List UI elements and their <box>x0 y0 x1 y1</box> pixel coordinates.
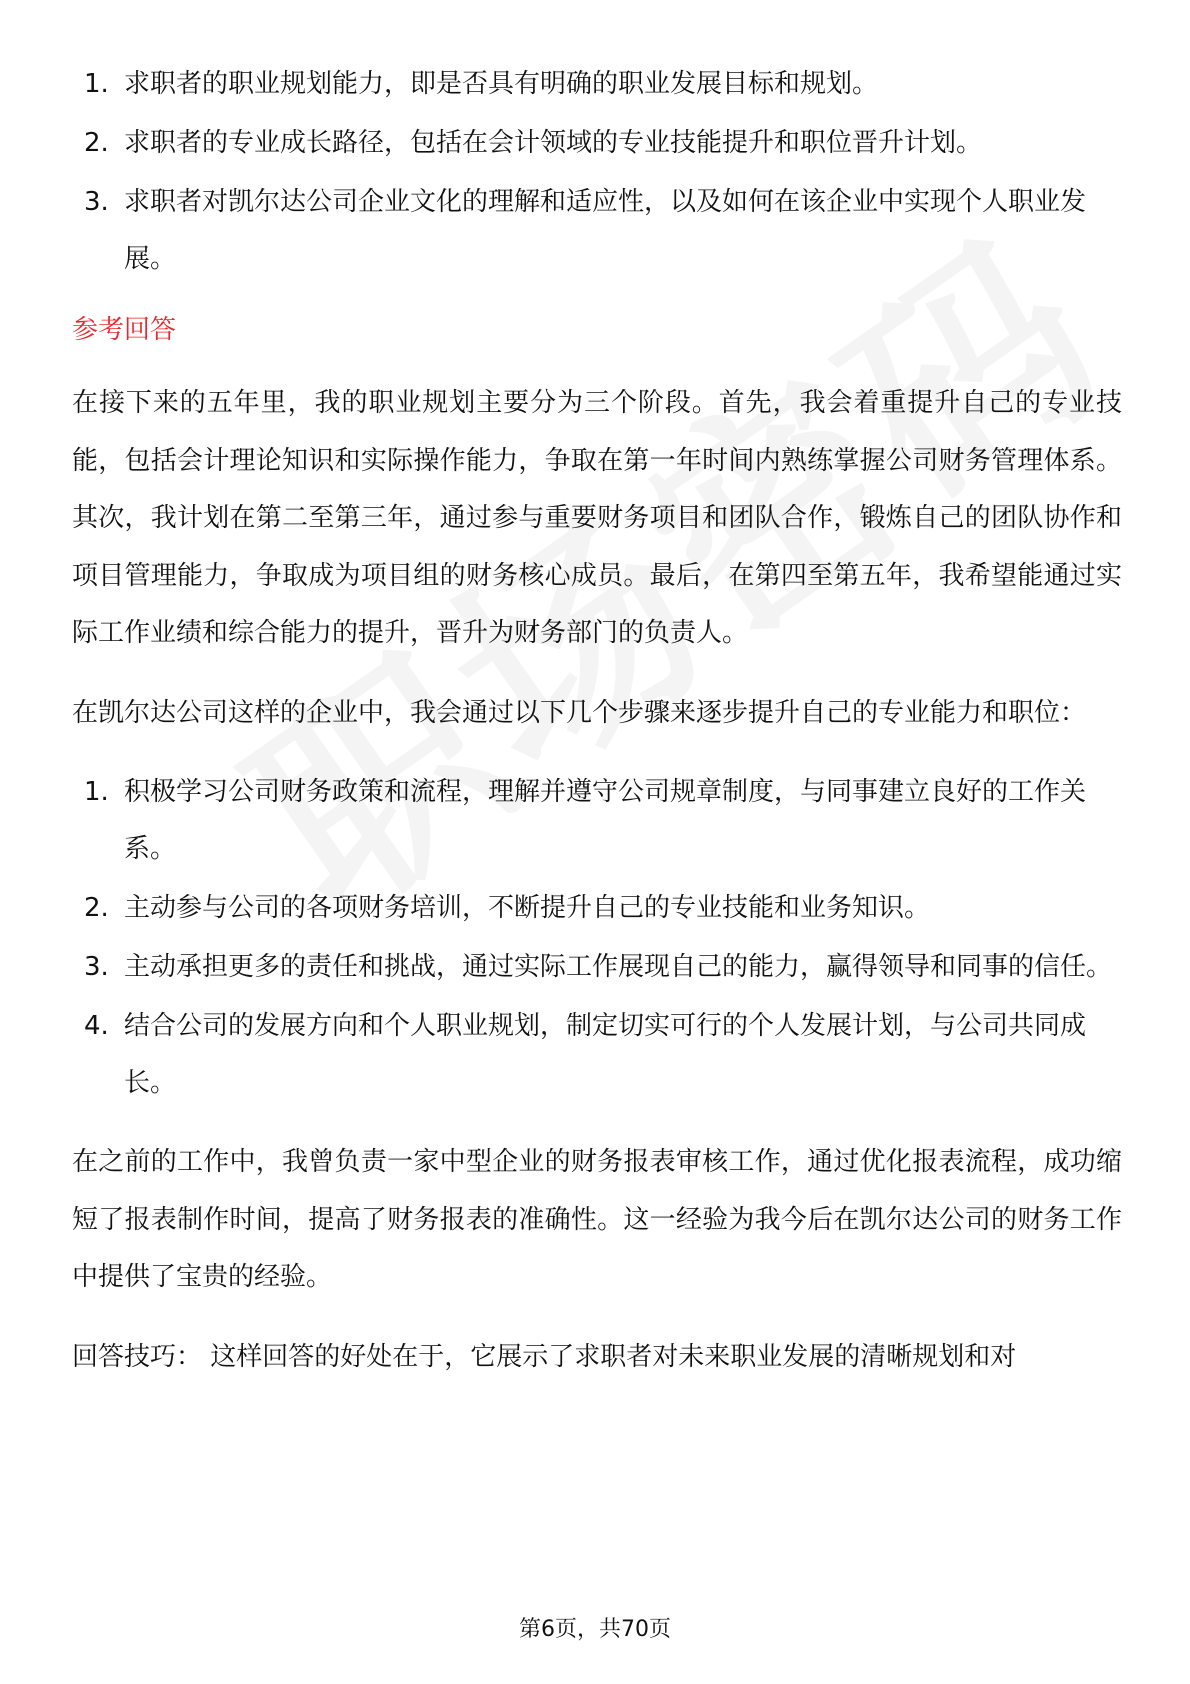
list-item-text: 结合公司的发展方向和个人职业规划，制定切实可行的个人发展计划，与公司共同成长。 <box>124 1011 1087 1098</box>
section-heading: 参考回答 <box>72 315 177 345</box>
list-item <box>72 880 1122 937</box>
list-item <box>72 56 1122 113</box>
list-item <box>72 998 1122 1112</box>
list-item-number: 2. <box>84 893 109 923</box>
list-item-number: 4. <box>84 1011 109 1041</box>
list-item-text: 主动承担更多的责任和挑战，通过实际工作展现自己的能力，赢得领导和同事的信任。 <box>124 952 1113 982</box>
criteria-list <box>72 56 1122 288</box>
paragraph-tips: 回答技巧： 这样回答的好处在于，它展示了求职者对未来职业发展的清晰规划和对 <box>72 1341 1017 1372</box>
list-item-text: 求职者的职业规划能力，即是否具有明确的职业发展目标和规划。 <box>124 69 879 99</box>
paragraph-experience: 在之前的工作中，我曾负责一家中型企业的财务报表审核工作，通过优化报表流程，成功缩短了报表制作时间，提高了财务报表的准确性。这一经验为我今后在凯尔达公司的财务工作中提供了宝贵的经验。 <box>72 1147 1122 1292</box>
steps-list <box>72 764 1122 1112</box>
list-item <box>72 174 1122 288</box>
list-item-number: 2. <box>84 128 109 158</box>
list-item-text: 求职者对凯尔达公司企业文化的理解和适应性，以及如何在该企业中实现个人职业发展。 <box>124 187 1087 274</box>
list-item-number: 3. <box>84 952 109 982</box>
page-number: 第6页，共70页 <box>519 1617 671 1642</box>
list-item-number: 1. <box>84 777 109 807</box>
list-item-number: 1. <box>84 69 109 99</box>
paragraph-steps-intro: 在凯尔达公司这样的企业中，我会通过以下几个步骤来逐步提升自己的专业能力和职位： <box>72 697 1087 728</box>
paragraph-plan: 在接下来的五年里，我的职业规划主要分为三个阶段。首先，我会着重提升自己的专业技能，包括会计理论知识和实际操作能力，争取在第一年时间内熟练掌握公司财务管理体系。其次，我计划在第二至第三年，通过参与重要财务项目和团队合作，锻炼自己的团队协作和项目管理能力，争取成为项目组的财务核心成员。最后，在第四至第五年，我希望能通过实际工作业绩和综合能力的提升，晋升为财务部门的负责人。 <box>72 388 1122 648</box>
list-item-text: 主动参与公司的各项财务培训，不断提升自己的专业技能和业务知识。 <box>124 893 931 923</box>
list-item-text: 求职者的专业成长路径，包括在会计领域的专业技能提升和职位晋升计划。 <box>124 128 983 158</box>
list-item-text: 积极学习公司财务政策和流程，理解并遵守公司规章制度，与同事建立良好的工作关系。 <box>124 777 1087 864</box>
list-item <box>72 115 1122 172</box>
list-item <box>72 764 1122 878</box>
list-item-number: 3. <box>84 187 109 217</box>
document-page <box>72 56 1122 1408</box>
list-item <box>72 939 1122 996</box>
